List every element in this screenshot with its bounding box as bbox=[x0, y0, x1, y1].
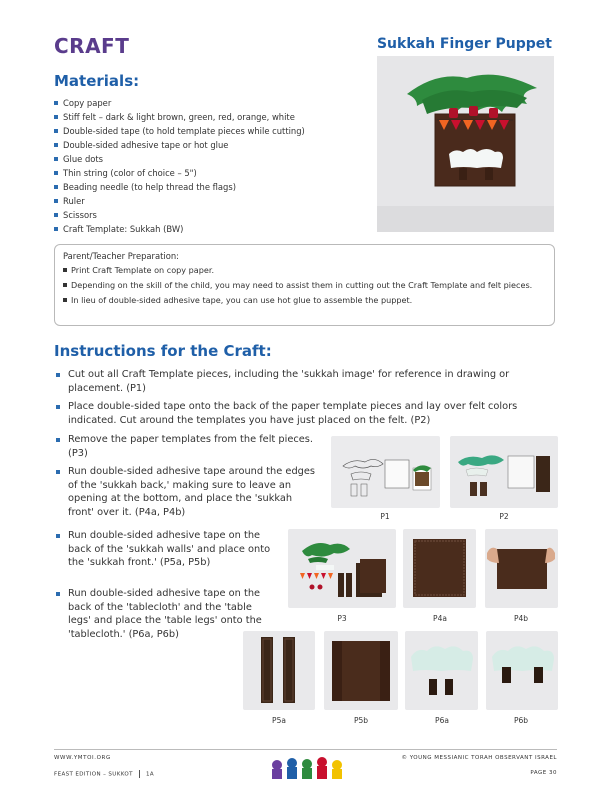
materials-item: Double-sided adhesive tape or hot glue bbox=[54, 138, 354, 152]
finished-puppet-photo bbox=[377, 56, 554, 232]
materials-item: Double-sided tape (to hold template pieces while cutting) bbox=[54, 124, 354, 138]
prep-item: Depending on the skill of the child, you may need to assist them in cutting out the Craft Template and felt pieces. bbox=[63, 279, 546, 291]
project-title: Sukkah Finger Puppet bbox=[376, 36, 552, 52]
prep-list bbox=[63, 264, 546, 306]
instruction-step: Place double-sided tape onto the back of the paper template pieces and lay over felt colors indicated. Cut around the templates you have just placed on the felt. (P2) bbox=[56, 400, 556, 427]
instruction-step: Run double-sided adhesive tape on the back of the 'tablecloth' and the 'table legs' and place the 'table legs' onto the 'tablecloth.' (P6a, P6b) bbox=[56, 587, 266, 641]
footer-divider bbox=[54, 749, 557, 750]
photo-p6b bbox=[486, 631, 558, 710]
caption-p6a: P6a bbox=[435, 716, 449, 725]
section-title: CRAFT bbox=[54, 34, 130, 58]
page-number: PAGE 30 bbox=[530, 770, 557, 776]
caption-p4b: P4b bbox=[513, 614, 529, 623]
edition-label: FEAST EDITION – SUKKOT bbox=[54, 771, 133, 778]
photo-p5b bbox=[324, 631, 398, 710]
materials-list bbox=[54, 96, 354, 236]
ymtoi-logo bbox=[268, 755, 348, 781]
instructions-heading: Instructions for the Craft: bbox=[54, 342, 272, 360]
materials-heading: Materials: bbox=[54, 72, 140, 90]
materials-item: Scissors bbox=[54, 208, 354, 222]
photo-p5a bbox=[243, 631, 315, 710]
footer-separator bbox=[139, 770, 140, 778]
materials-item: Stiff felt – dark & light brown, green, red, orange, white bbox=[54, 110, 354, 124]
caption-p2: P2 bbox=[499, 512, 509, 521]
materials-item: Beading needle (to help thread the flags) bbox=[54, 180, 354, 194]
footer-edition bbox=[54, 770, 154, 778]
caption-p5a: P5a bbox=[272, 716, 286, 725]
prep-title: Parent/Teacher Preparation: bbox=[63, 251, 179, 261]
materials-item: Craft Template: Sukkah (BW) bbox=[54, 222, 354, 236]
photo-p4b bbox=[485, 529, 558, 608]
materials-item: Glue dots bbox=[54, 152, 354, 166]
caption-p6b: P6b bbox=[513, 716, 529, 725]
caption-p3: P3 bbox=[337, 614, 347, 623]
prep-item: Print Craft Template on copy paper. bbox=[63, 264, 546, 276]
edition-number: 1A bbox=[145, 771, 154, 778]
materials-item: Ruler bbox=[54, 194, 354, 208]
instruction-step: Remove the paper templates from the felt pieces. (P3) bbox=[56, 433, 321, 460]
prep-box bbox=[54, 244, 555, 326]
caption-p1: P1 bbox=[380, 512, 390, 521]
prep-item: In lieu of double-sided adhesive tape, you can use hot glue to assemble the puppet. bbox=[63, 294, 546, 306]
materials-item: Thin string (color of choice – 5") bbox=[54, 166, 354, 180]
footer-copyright: © YOUNG MESSIANIC TORAH OBSERVANT ISRAEL bbox=[401, 755, 557, 761]
caption-p4a: P4a bbox=[433, 614, 447, 623]
caption-p5b: P5b bbox=[353, 716, 369, 725]
instruction-step: Cut out all Craft Template pieces, including the 'sukkah image' for reference in drawing or placement. (P1) bbox=[56, 368, 556, 395]
footer-url[interactable]: WWW.YMTOI.ORG bbox=[54, 755, 111, 761]
photo-p2 bbox=[450, 436, 558, 508]
instruction-step: Run double-sided adhesive tape around the edges of the 'sukkah back,' making sure to leave an opening at the bottom, and place the 'sukkah front' over it. (P4a, P4b) bbox=[56, 465, 321, 519]
photo-p1 bbox=[331, 436, 440, 508]
instruction-step: Run double-sided adhesive tape on the back of the 'sukkah walls' and place onto the 'sukkah front.' (P5a, P5b) bbox=[56, 529, 281, 570]
photo-p4a bbox=[403, 529, 476, 608]
photo-p6a bbox=[405, 631, 478, 710]
materials-item: Copy paper bbox=[54, 96, 354, 110]
photo-p3 bbox=[288, 529, 396, 608]
